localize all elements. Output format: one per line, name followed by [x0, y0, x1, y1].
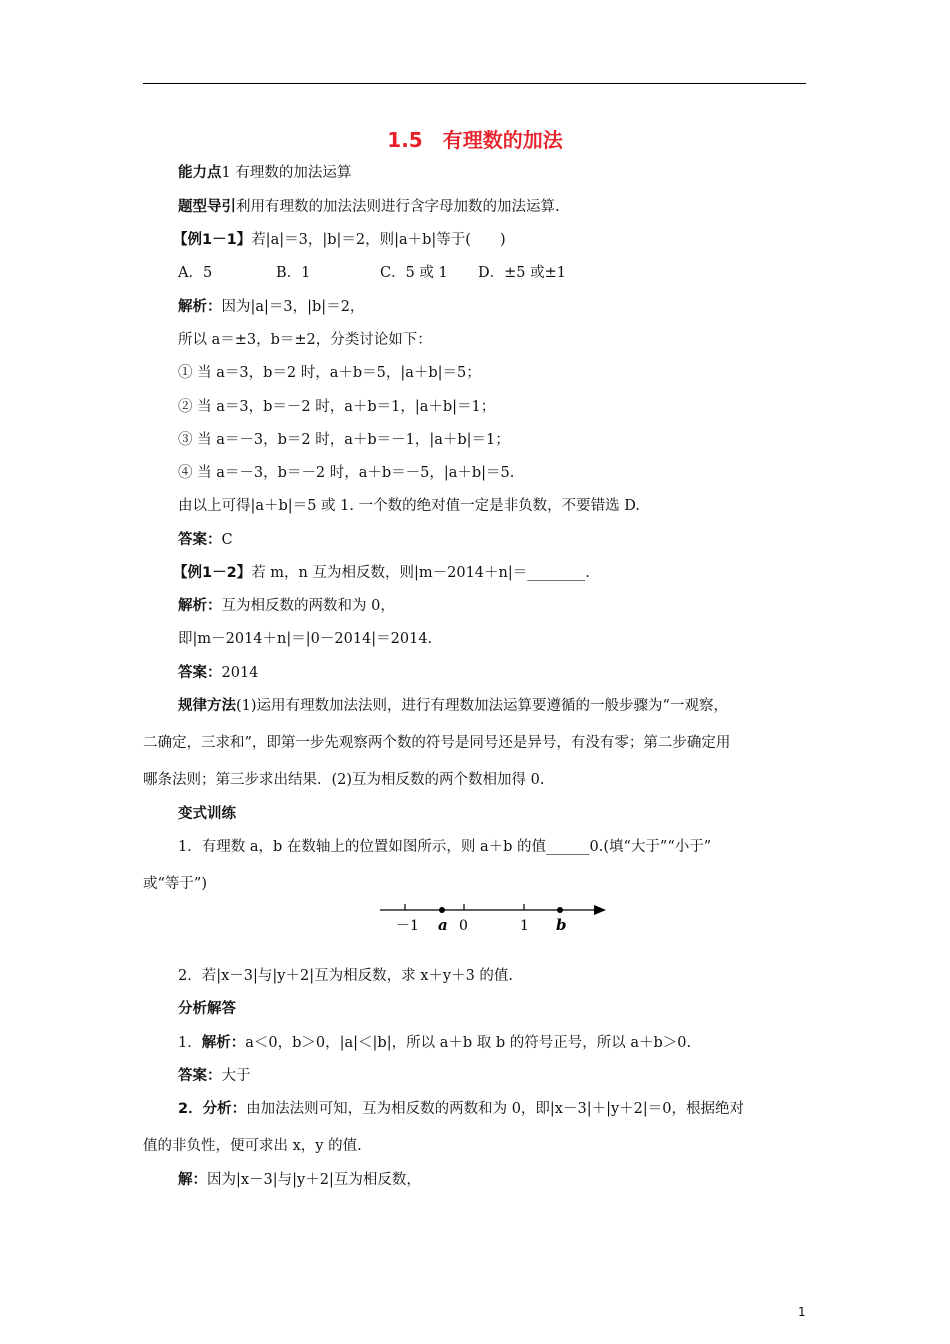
example-2-head: 【例1－2】	[173, 565, 252, 581]
example-1-answer	[178, 531, 233, 549]
page-number: 1	[798, 1305, 806, 1319]
solve-text: 因为|x－3|与|y＋2|互为相反数，	[207, 1172, 421, 1188]
analysis-line: ① 当 a＝3，b＝2 时，a＋b＝5，|a＋b|＝5；	[178, 365, 481, 381]
analysis-head: 解析：	[178, 299, 222, 315]
method-head: 规律方法	[178, 698, 236, 714]
number-line-arrow	[594, 905, 606, 915]
solution-1-line	[178, 1034, 691, 1052]
solution-2-line	[178, 1100, 744, 1118]
solve-head: 解：	[178, 1172, 207, 1188]
page-title: 1.5 有理数的加法	[387, 128, 563, 152]
method-line	[178, 697, 728, 715]
option-a: A．5	[178, 265, 213, 281]
number-line-figure	[378, 898, 610, 940]
solution-2-solve-line	[178, 1171, 421, 1189]
example-2-line	[173, 564, 590, 582]
method-line: 二确定，三求和”，即第一步先观察两个数的符号是同号还是异号，有没有零；第二步确定用	[143, 735, 731, 751]
option-d: D．±5 或±1	[478, 265, 566, 281]
answer-head: 答案：	[178, 1068, 222, 1084]
analysis-line: ④ 当 a＝－3，b＝－2 时，a＋b＝－5，|a＋b|＝5.	[178, 465, 515, 481]
example-1-text: 若|a|＝3，|b|＝2，则|a＋b|等于( )	[251, 232, 506, 248]
example-1-analysis	[178, 298, 364, 316]
header-rule	[143, 83, 806, 84]
example-1-line	[173, 231, 506, 249]
point-b	[557, 907, 563, 913]
solution-heading: 分析解答	[178, 1001, 236, 1017]
option-b: B．1	[276, 265, 311, 281]
question-1-line: 1．有理数 a，b 在数轴上的位置如图所示，则 a＋b 的值______0.(填“大于”“小于”	[178, 839, 712, 855]
example-1-head: 【例1－1】	[173, 232, 252, 248]
ability-head: 能力点	[178, 165, 222, 181]
analysis-line: ③ 当 a＝－3，b＝2 时，a＋b＝－1，|a＋b|＝1；	[178, 432, 510, 448]
solution-2-line: 值的非负性，便可求出 x，y 的值.	[143, 1138, 362, 1154]
point-a	[439, 907, 445, 913]
analysis-text: 互为相反数的两数和为 0，	[221, 598, 395, 614]
question-2-line: 2．若|x－3|与|y＋2|互为相反数，求 x＋y＋3 的值.	[178, 968, 514, 984]
solution-1-text: a＜0，b＞0，|a|＜|b|，所以 a＋b 取 b 的符号正号，所以 a＋b＞0.	[245, 1035, 692, 1051]
solution-2-number: 2．	[178, 1101, 203, 1117]
answer-text: 2014	[221, 665, 259, 681]
answer-head: 答案：	[178, 532, 222, 548]
label-one: 1	[520, 918, 529, 934]
answer-text: 大于	[221, 1068, 251, 1084]
question-1-line: 或“等于”)	[143, 876, 207, 892]
analysis-line: ② 当 a＝3，b＝－2 时，a＋b＝1，|a＋b|＝1；	[178, 399, 496, 415]
analysis-line: 所以 a＝±3，b＝±2，分类讨论如下：	[178, 332, 432, 348]
example-2-answer	[178, 664, 258, 682]
method-text: (1)运用有理数加法法则，进行有理数加法运算要遵循的一般步骤为“一观察，	[236, 698, 728, 714]
solution-2-text: 由加法法则可知，互为相反数的两数和为 0，即|x－3|＋|y＋2|＝0，根据绝对	[246, 1101, 745, 1117]
ability-line	[178, 164, 351, 182]
option-c: C．5 或 1	[380, 265, 448, 281]
analysis-text: 因为|a|＝3，|b|＝2，	[221, 299, 365, 315]
answer-text: C	[221, 532, 233, 548]
example-2-analysis	[178, 597, 395, 615]
solution-1-answer	[178, 1067, 251, 1085]
answer-head: 答案：	[178, 665, 222, 681]
label-zero: 0	[459, 918, 468, 934]
label-b: b	[556, 916, 567, 934]
guide-line	[178, 198, 560, 216]
guide-text: 利用有理数的加法法则进行含字母加数的加法运算.	[236, 199, 560, 215]
analysis-line: 由以上可得|a＋b|＝5 或 1. 一个数的绝对值一定是非负数，不要错选 D.	[178, 498, 640, 514]
analysis-head: 解析：	[178, 598, 222, 614]
guide-head: 题型导引	[178, 199, 236, 215]
label-minus-one: －1	[396, 918, 419, 934]
solution-2-head: 分析：	[202, 1101, 247, 1117]
label-a: a	[438, 916, 448, 934]
method-line: 哪条法则；第三步求出结果．(2)互为相反数的两个数相加得 0.	[143, 772, 545, 788]
solution-1-number: 1．	[178, 1035, 202, 1051]
example-2-text: 若 m，n 互为相反数，则|m－2014＋n|＝________.	[251, 565, 590, 581]
analysis-line: 即|m－2014＋n|＝|0－2014|＝2014.	[178, 631, 433, 647]
variant-heading: 变式训练	[178, 806, 236, 822]
ability-text: 1 有理数的加法运算	[221, 165, 352, 181]
analysis-head: 解析：	[201, 1035, 246, 1051]
